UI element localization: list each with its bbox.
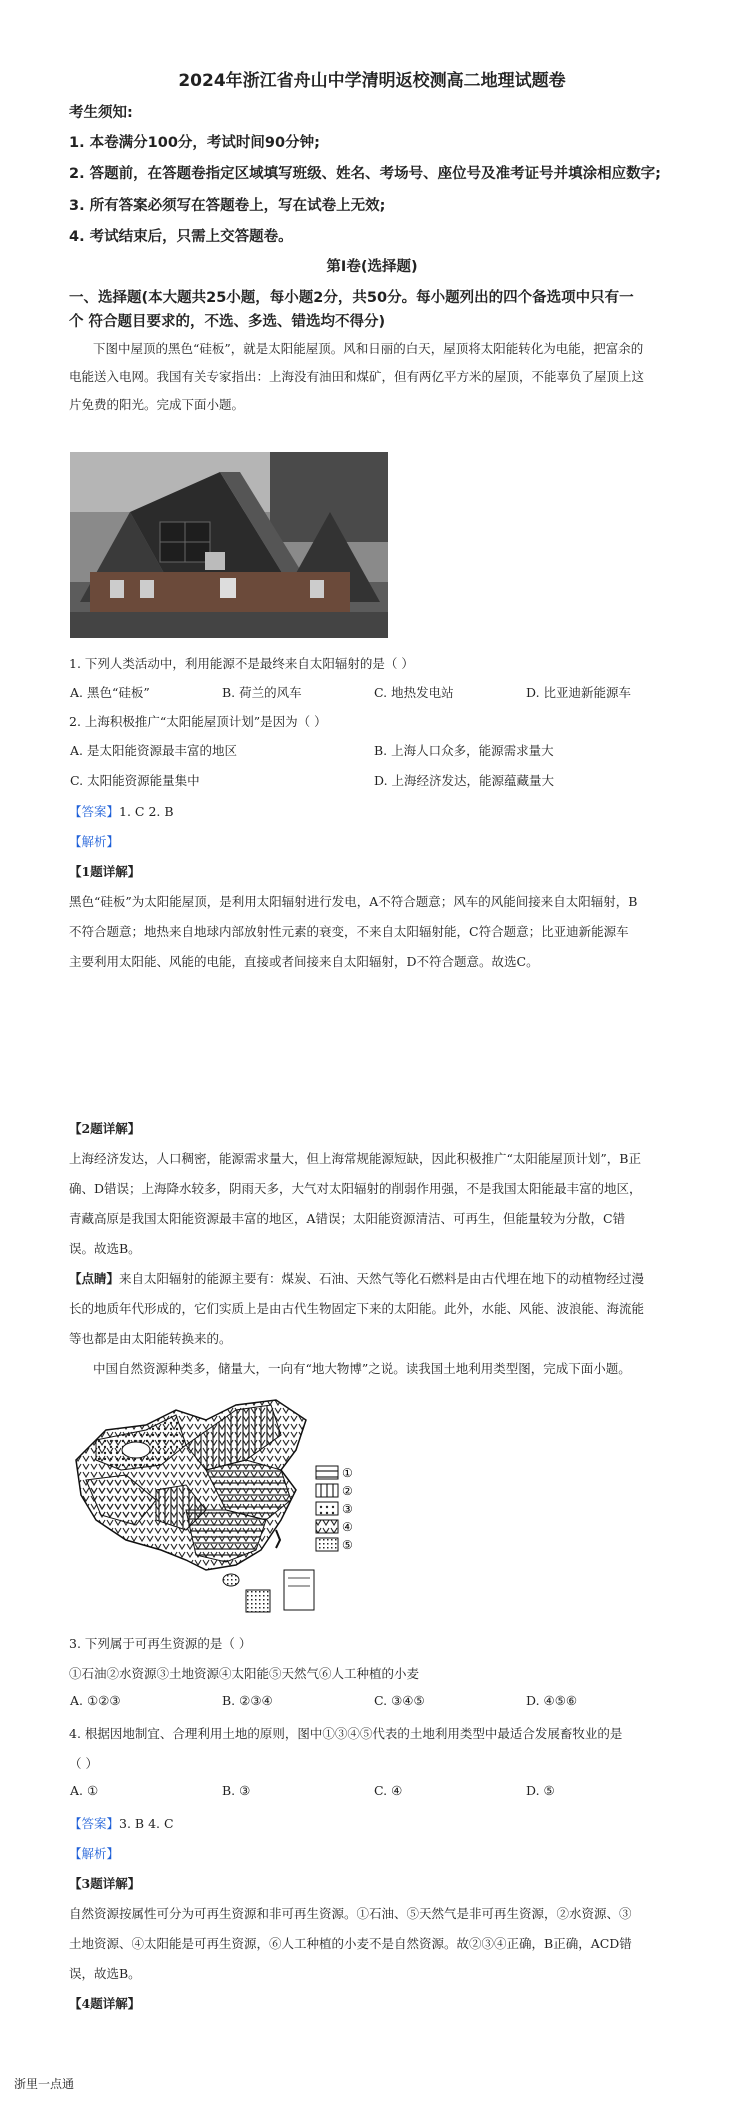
question-4-stem-cont: （ ）	[69, 1756, 98, 1771]
option-b[interactable]: B. 荷兰的风车	[222, 685, 302, 700]
option-b[interactable]: B. ②③④	[222, 1693, 273, 1708]
tip-label: 【点睛】	[69, 1271, 120, 1286]
passage-line: 电能送入电网。我国有关专家指出：上海没有油田和煤矿，但有两亿平方米的屋顶，不能辜负了屋顶上这	[69, 369, 645, 384]
legend-label-2: ②	[342, 1484, 353, 1498]
detail-2-label: 【2题详解】	[69, 1121, 141, 1136]
analysis-label: 【解析】	[69, 1846, 120, 1861]
solar-roof-house-photo	[70, 452, 388, 638]
option-c[interactable]: C. 地热发电站	[374, 685, 454, 700]
question-4-stem: 4. 根据因地制宜、合理利用土地的原则，图中①③④⑤代表的土地利用类型中最适合发展畜牧业的是	[69, 1726, 623, 1741]
analysis-label: 【解析】	[69, 834, 120, 849]
notice-item: 1. 本卷满分100分，考试时间90分钟;	[69, 135, 320, 151]
tip-line	[69, 1268, 644, 1289]
tip-text: 来自太阳辐射的能源主要有：煤炭、石油、天然气等化石燃料是由古代埋在地下的动植物经过漫	[119, 1271, 645, 1286]
question-4-options	[70, 1783, 680, 1805]
detail-3-line: 误，故选B。	[69, 1966, 141, 1981]
option-d[interactable]: D. 上海经济发达，能源蕴藏量大	[374, 773, 555, 788]
question-3-items: ①石油②水资源③土地资源④太阳能⑤天然气⑥人工种植的小麦	[69, 1666, 420, 1681]
notice-item: 2. 答题前，在答题卷指定区域填写班级、姓名、考场号、座位号及准考证号并填涂相应数字;	[69, 166, 661, 182]
page-title: 2024年浙江省舟山中学清明返校测高二地理试题卷	[178, 71, 566, 91]
china-land-use-map	[66, 1390, 390, 1626]
option-c[interactable]: C. 太阳能资源能量集中	[70, 773, 200, 788]
notice-heading: 考生须知:	[69, 105, 133, 121]
detail-3-line: 自然资源按属性可分为可再生资源和非可再生资源。①石油、⑤天然气是非可再生资源，②水资源、③	[69, 1906, 632, 1921]
passage-line: 下图中屋顶的黑色“硅板”，就是太阳能屋顶。风和日丽的白天，屋顶将太阳能转化为电能，把富余的	[93, 341, 644, 356]
legend-label-4: ④	[342, 1520, 353, 1534]
option-a[interactable]: A. ①	[70, 1783, 99, 1798]
option-a[interactable]: A. ①②③	[70, 1693, 121, 1708]
detail-1-line: 黑色“硅板”为太阳能屋顶，是利用太阳辐射进行发电，A不符合题意；风车的风能间接来自太阳辐射，B	[69, 894, 638, 909]
option-d[interactable]: D. ④⑤⑥	[526, 1693, 578, 1708]
detail-3-line: 土地资源、④太阳能是可再生资源，⑥人工种植的小麦不是自然资源。故②③④正确，B正确，ACD错	[69, 1936, 632, 1951]
option-d[interactable]: D. 比亚迪新能源车	[526, 685, 632, 700]
notice-item: 3. 所有答案必须写在答题卷上，写在试卷上无效;	[69, 198, 386, 214]
option-a[interactable]: A. 黑色“硅板”	[70, 685, 150, 700]
option-b[interactable]: B. 上海人口众多，能源需求量大	[374, 743, 554, 758]
answer-label: 【答案】	[69, 804, 120, 819]
option-c[interactable]: C. ③④⑤	[374, 1693, 425, 1708]
notice-item: 4. 考试结束后，只需上交答题卷。	[69, 229, 293, 245]
answer-block-2	[69, 1813, 174, 1834]
map-illustration	[66, 1390, 390, 1626]
section-heading-line1: 一、选择题(本大题共25小题，每小题2分，共50分。每小题列出的四个备选项中只有一	[69, 290, 634, 306]
detail-1-line: 不符合题意；地热来自地球内部放射性元素的衰变，不来自太阳辐射能，C符合题意；比亚迪新能源车	[69, 924, 629, 939]
option-b[interactable]: B. ③	[222, 1783, 251, 1798]
detail-1-line: 主要利用太阳能、风能的电能，直接或者间接来自太阳辐射，D不符合题意。故选C。	[69, 954, 539, 969]
section-heading-line2: 个 符合题目要求的，不选、多选、错选均不得分)	[69, 314, 386, 330]
question-3-stem: 3. 下列属于可再生资源的是（ ）	[69, 1636, 252, 1651]
option-a[interactable]: A. 是太阳能资源最丰富的地区	[70, 743, 237, 758]
detail-2-line: 上海经济发达，人口稠密，能源需求量大，但上海常规能源短缺，因此积极推广“太阳能屋顶计划”，B正	[69, 1151, 641, 1166]
passage-2: 中国自然资源种类多，储量大，一向有“地大物博”之说。读我国土地利用类型图，完成下面小题。	[93, 1361, 631, 1376]
question-1-options	[70, 683, 680, 705]
footer-brand: 浙里一点通	[14, 2077, 75, 2091]
answer-value: 3. B 4. C	[119, 1816, 174, 1831]
question-2-options-row1	[70, 741, 680, 763]
house-illustration	[70, 452, 388, 638]
part-title: 第Ⅰ卷(选择题)	[326, 259, 418, 275]
tip-line: 长的地质年代形成的，它们实质上是由古代生物固定下来的太阳能。此外，水能、风能、波浪能、海流能	[69, 1301, 645, 1316]
detail-3-label: 【3题详解】	[69, 1876, 141, 1891]
question-2-options-row2	[70, 771, 680, 793]
detail-2-line: 误。故选B。	[69, 1241, 141, 1256]
answer-label: 【答案】	[69, 1816, 120, 1831]
legend-label-3: ③	[342, 1502, 353, 1516]
legend-label-1: ①	[342, 1466, 353, 1480]
detail-2-line: 确、D错误；上海降水较多，阴雨天多，大气对太阳辐射的削弱作用强，不是我国太阳能最丰富的地区，	[69, 1181, 642, 1196]
legend-label-5: ⑤	[342, 1538, 353, 1552]
question-3-options	[70, 1693, 680, 1715]
question-1-stem: 1. 下列人类活动中，利用能源不是最终来自太阳辐射的是（ ）	[69, 656, 414, 671]
passage-line: 片免费的阳光。完成下面小题。	[69, 397, 245, 412]
option-c[interactable]: C. ④	[374, 1783, 403, 1798]
tip-line: 等也都是由太阳能转换来的。	[69, 1331, 232, 1346]
answer-block-1	[69, 801, 174, 822]
answer-value: 1. C 2. B	[119, 804, 174, 819]
detail-4-label: 【4题详解】	[69, 1996, 141, 2011]
detail-1-label: 【1题详解】	[69, 864, 141, 879]
question-2-stem: 2. 上海积极推广“太阳能屋顶计划”是因为（ ）	[69, 714, 327, 729]
detail-2-line: 青藏高原是我国太阳能资源最丰富的地区，A错误；太阳能资源清洁、可再生，但能量较为分散，C错	[69, 1211, 626, 1226]
option-d[interactable]: D. ⑤	[526, 1783, 555, 1798]
